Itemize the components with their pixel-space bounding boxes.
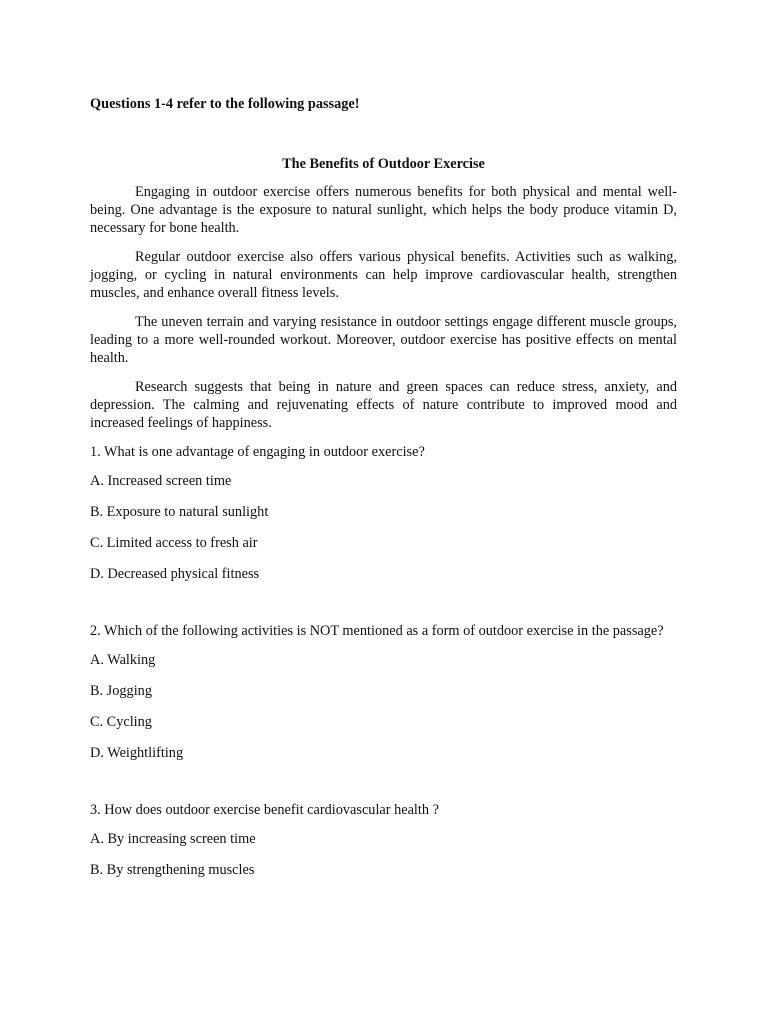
question-prompt: 3. How does outdoor exercise benefit cardiovascular health ? bbox=[90, 802, 439, 818]
answer-option: A. Walking bbox=[90, 652, 156, 668]
passage-paragraph: Regular outdoor exercise also offers various physical benefits. Activities such as walking, jogging, or cycling in natural environments can help improve cardiovascular health, strengthen muscles, and enhance overall fitness levels. bbox=[90, 249, 677, 301]
answer-option: A. Increased screen time bbox=[90, 473, 232, 489]
document-page bbox=[90, 95, 677, 892]
question-prompt: 1. What is one advantage of engaging in outdoor exercise? bbox=[90, 444, 425, 460]
passage-paragraph: The uneven terrain and varying resistance in outdoor settings engage different muscle groups, leading to a more well-rounded workout. Moreover, outdoor exercise has positive effects on mental health. bbox=[90, 314, 677, 366]
answer-option: C. Limited access to fresh air bbox=[90, 535, 258, 551]
question-1 bbox=[90, 443, 677, 583]
answer-option: D. Weightlifting bbox=[90, 745, 184, 761]
answer-option: C. Cycling bbox=[90, 714, 152, 730]
passage-body bbox=[90, 183, 677, 432]
instruction-heading: Questions 1-4 refer to the following passage! bbox=[90, 96, 360, 112]
answer-option: B. Exposure to natural sunlight bbox=[90, 504, 269, 520]
spacer bbox=[90, 775, 677, 801]
passage-title: The Benefits of Outdoor Exercise bbox=[282, 156, 485, 172]
answer-option: B. Jogging bbox=[90, 683, 152, 699]
spacer bbox=[90, 596, 677, 622]
answer-option: A. By increasing screen time bbox=[90, 831, 256, 847]
answer-option: D. Decreased physical fitness bbox=[90, 566, 260, 582]
question-prompt: 2. Which of the following activities is NOT mentioned as a form of outdoor exercise in the passage? bbox=[90, 623, 664, 639]
question-2 bbox=[90, 622, 677, 762]
passage-paragraph: Engaging in outdoor exercise offers numerous benefits for both physical and mental well-being. One advantage is the exposure to natural sunlight, which helps the body produce vitamin D, necessary for bone health. bbox=[90, 184, 677, 236]
answer-option: B. By strengthening muscles bbox=[90, 862, 255, 878]
passage-paragraph: Research suggests that being in nature and green spaces can reduce stress, anxiety, and depression. The calming and rejuvenating effects of nature contribute to improved mood and increased feelings of happiness. bbox=[90, 379, 677, 431]
question-3 bbox=[90, 801, 677, 879]
